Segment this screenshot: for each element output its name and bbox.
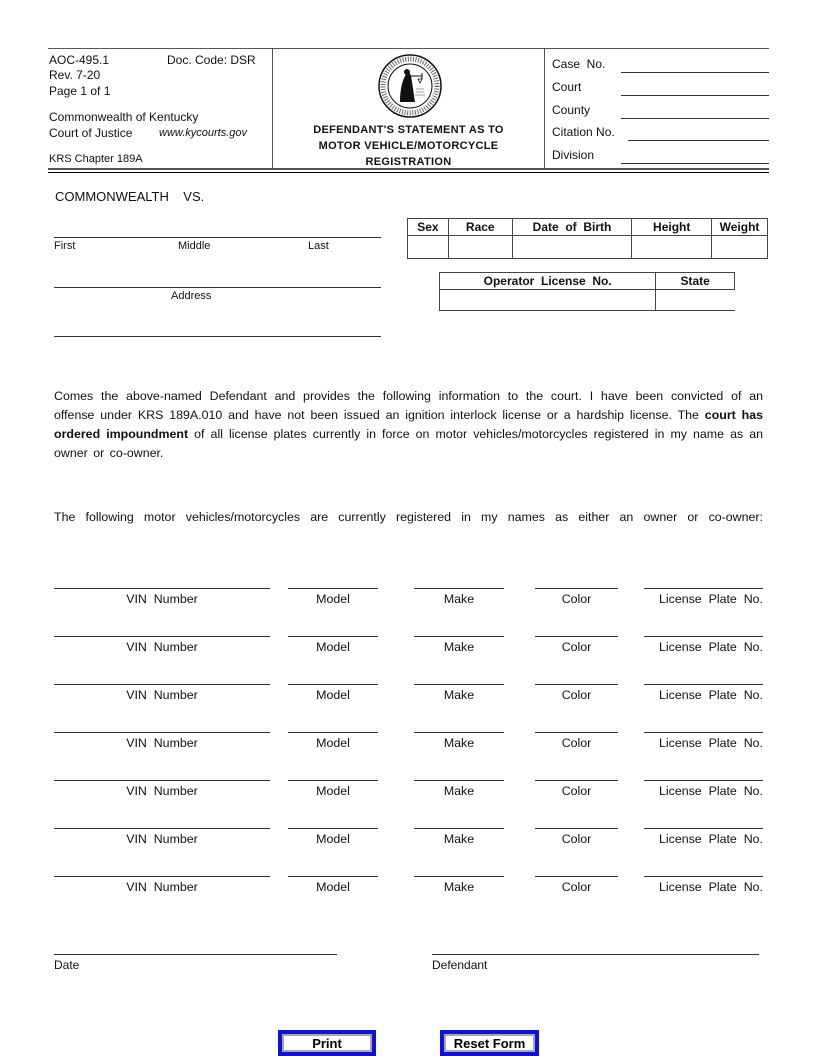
county-field[interactable] [552, 103, 769, 121]
operator-license-input[interactable] [440, 290, 656, 311]
vin-number-label: VIN Number [126, 688, 198, 702]
license-plate-number-label: License Plate No. [658, 832, 763, 846]
make-field[interactable] [414, 876, 504, 894]
license-plate-number-label: License Plate No. [658, 736, 763, 750]
vin-number-field[interactable] [54, 828, 270, 846]
license-plate-number-field[interactable] [644, 684, 763, 702]
color-label: Color [561, 736, 592, 750]
case-number-field[interactable] [552, 57, 769, 75]
defendant-name-line[interactable] [54, 237, 381, 238]
citation-number-label: Citation No. [552, 125, 615, 139]
model-field[interactable] [288, 828, 378, 846]
statement-paragraph [54, 387, 763, 463]
form-title-line-1: DEFENDANT'S STATEMENT AS TO [313, 124, 504, 136]
color-label: Color [561, 880, 592, 894]
vin-number-label: VIN Number [126, 880, 198, 894]
case-caption: COMMONWEALTH VS. [55, 189, 205, 204]
make-field[interactable] [414, 684, 504, 702]
date-signature-line[interactable] [54, 954, 337, 955]
header-bottom-rule-2 [48, 172, 769, 173]
vin-number-label: VIN Number [126, 736, 198, 750]
division-line[interactable] [621, 163, 769, 164]
vin-number-field[interactable] [54, 636, 270, 654]
sex-header: Sex [408, 219, 449, 236]
color-field[interactable] [535, 732, 618, 750]
license-plate-number-field[interactable] [644, 780, 763, 798]
division-label: Division [552, 148, 595, 162]
defendant-label: Defendant [432, 958, 488, 972]
license-plate-number-field[interactable] [644, 636, 763, 654]
operator-license-header: Operator License No. [440, 273, 656, 290]
color-field[interactable] [535, 588, 618, 606]
color-label: Color [561, 592, 592, 606]
model-label: Model [316, 736, 350, 750]
model-field[interactable] [288, 636, 378, 654]
make-field[interactable] [414, 588, 504, 606]
address-label: Address [171, 290, 212, 302]
license-plate-number-field[interactable] [644, 828, 763, 846]
color-field[interactable] [535, 828, 618, 846]
color-label: Color [561, 688, 592, 702]
model-label: Model [316, 640, 350, 654]
reset-form-button[interactable]: Reset Form [441, 1031, 538, 1055]
demographics-table [407, 218, 768, 259]
revision: Rev. 7-20 [49, 68, 101, 82]
first-name-label: First [54, 240, 76, 252]
weight-input[interactable] [712, 236, 768, 259]
make-field[interactable] [414, 636, 504, 654]
statute: KRS Chapter 189A [49, 153, 143, 165]
weight-header: Weight [712, 219, 768, 236]
model-label: Model [316, 784, 350, 798]
form-title-line-2: MOTOR VEHICLE/MOTORCYCLE [318, 140, 499, 152]
date-label: Date [54, 958, 80, 972]
license-plate-number-label: License Plate No. [658, 592, 763, 606]
state-name: Commonwealth of Kentucky [49, 110, 199, 124]
print-button[interactable]: Print [279, 1031, 375, 1055]
vin-number-field[interactable] [54, 876, 270, 894]
race-header: Race [448, 219, 512, 236]
license-plate-number-label: License Plate No. [658, 880, 763, 894]
model-label: Model [316, 688, 350, 702]
color-label: Color [561, 640, 592, 654]
license-plate-number-field[interactable] [644, 732, 763, 750]
page-number: Page 1 of 1 [49, 84, 111, 98]
vin-number-field[interactable] [54, 588, 270, 606]
model-field[interactable] [288, 588, 378, 606]
make-label: Make [443, 640, 475, 654]
make-label: Make [443, 688, 475, 702]
court-label: Court [552, 80, 582, 94]
make-label: Make [443, 592, 475, 606]
court-name: Court of Justice [49, 126, 133, 140]
color-field[interactable] [535, 780, 618, 798]
vin-number-field[interactable] [54, 780, 270, 798]
license-plate-number-field[interactable] [644, 876, 763, 894]
license-plate-number-label: License Plate No. [658, 640, 763, 654]
make-field[interactable] [414, 780, 504, 798]
color-label: Color [561, 784, 592, 798]
model-field[interactable] [288, 780, 378, 798]
dob-input[interactable] [512, 236, 632, 259]
license-plate-number-label: License Plate No. [658, 688, 763, 702]
make-label: Make [443, 832, 475, 846]
division-field[interactable] [552, 148, 769, 166]
make-label: Make [443, 784, 475, 798]
vin-number-field[interactable] [54, 732, 270, 750]
statement-text-2: of all license plates currently in force on motor vehicles/motorcycles registered in my name as an owner or co-owner. [54, 427, 764, 460]
form-title-line-3: REGISTRATION [365, 156, 452, 168]
statement-bold-text: court has ordered impoundment [54, 408, 763, 441]
citation-number-field[interactable] [552, 125, 769, 143]
height-input[interactable] [632, 236, 712, 259]
vin-number-label: VIN Number [126, 592, 198, 606]
website: www.kycourts.gov [159, 127, 248, 139]
model-field[interactable] [288, 876, 378, 894]
citation-number-line[interactable] [628, 140, 769, 141]
make-field[interactable] [414, 828, 504, 846]
form-number: AOC-495.1 [49, 53, 110, 67]
defendant-signature-line[interactable] [432, 954, 759, 955]
vin-number-field[interactable] [54, 684, 270, 702]
county-line[interactable] [621, 118, 769, 119]
height-header: Height [632, 219, 712, 236]
model-field[interactable] [288, 732, 378, 750]
make-label: Make [443, 736, 475, 750]
address-line-1[interactable] [54, 287, 381, 288]
race-input[interactable] [448, 236, 512, 259]
middle-name-label: Middle [178, 240, 211, 252]
make-field[interactable] [414, 732, 504, 750]
form-title [273, 122, 544, 170]
license-plate-number-label: License Plate No. [658, 784, 763, 798]
model-field[interactable] [288, 684, 378, 702]
case-number-line[interactable] [621, 72, 769, 73]
state-header: State [656, 273, 735, 290]
dob-header: Date of Birth [512, 219, 632, 236]
last-name-label: Last [308, 240, 329, 252]
case-number-label: Case No. [552, 57, 606, 71]
model-label: Model [316, 592, 350, 606]
color-field[interactable] [535, 876, 618, 894]
county-label: County [552, 103, 591, 117]
sex-input[interactable] [408, 236, 449, 259]
vehicles-intro: The following motor vehicles/motorcycles are currently registered in my names as either an owner or co-owner: [54, 510, 763, 524]
model-label: Model [316, 832, 350, 846]
color-label: Color [561, 832, 592, 846]
court-field[interactable] [552, 80, 769, 98]
color-field[interactable] [535, 636, 618, 654]
model-label: Model [316, 880, 350, 894]
license-plate-number-field[interactable] [644, 588, 763, 606]
vin-number-label: VIN Number [126, 640, 198, 654]
header-top-rule [48, 48, 769, 49]
statement-text-1: Comes the above-named Defendant and provides the following information to the court. I have been convicted of an offense under KRS 189A.010 and have not been issued an ignition interlock license or a hardship license. The [54, 389, 763, 422]
court-line[interactable] [621, 95, 769, 96]
vin-number-label: VIN Number [126, 784, 198, 798]
court-seal-icon [378, 54, 442, 118]
license-state-input[interactable] [656, 290, 735, 311]
license-table [439, 272, 735, 311]
address-line-2[interactable] [54, 336, 381, 337]
doc-code: Doc. Code: DSR [167, 53, 256, 67]
header-divider-right [544, 48, 545, 168]
vin-number-label: VIN Number [126, 832, 198, 846]
make-label: Make [443, 880, 475, 894]
color-field[interactable] [535, 684, 618, 702]
